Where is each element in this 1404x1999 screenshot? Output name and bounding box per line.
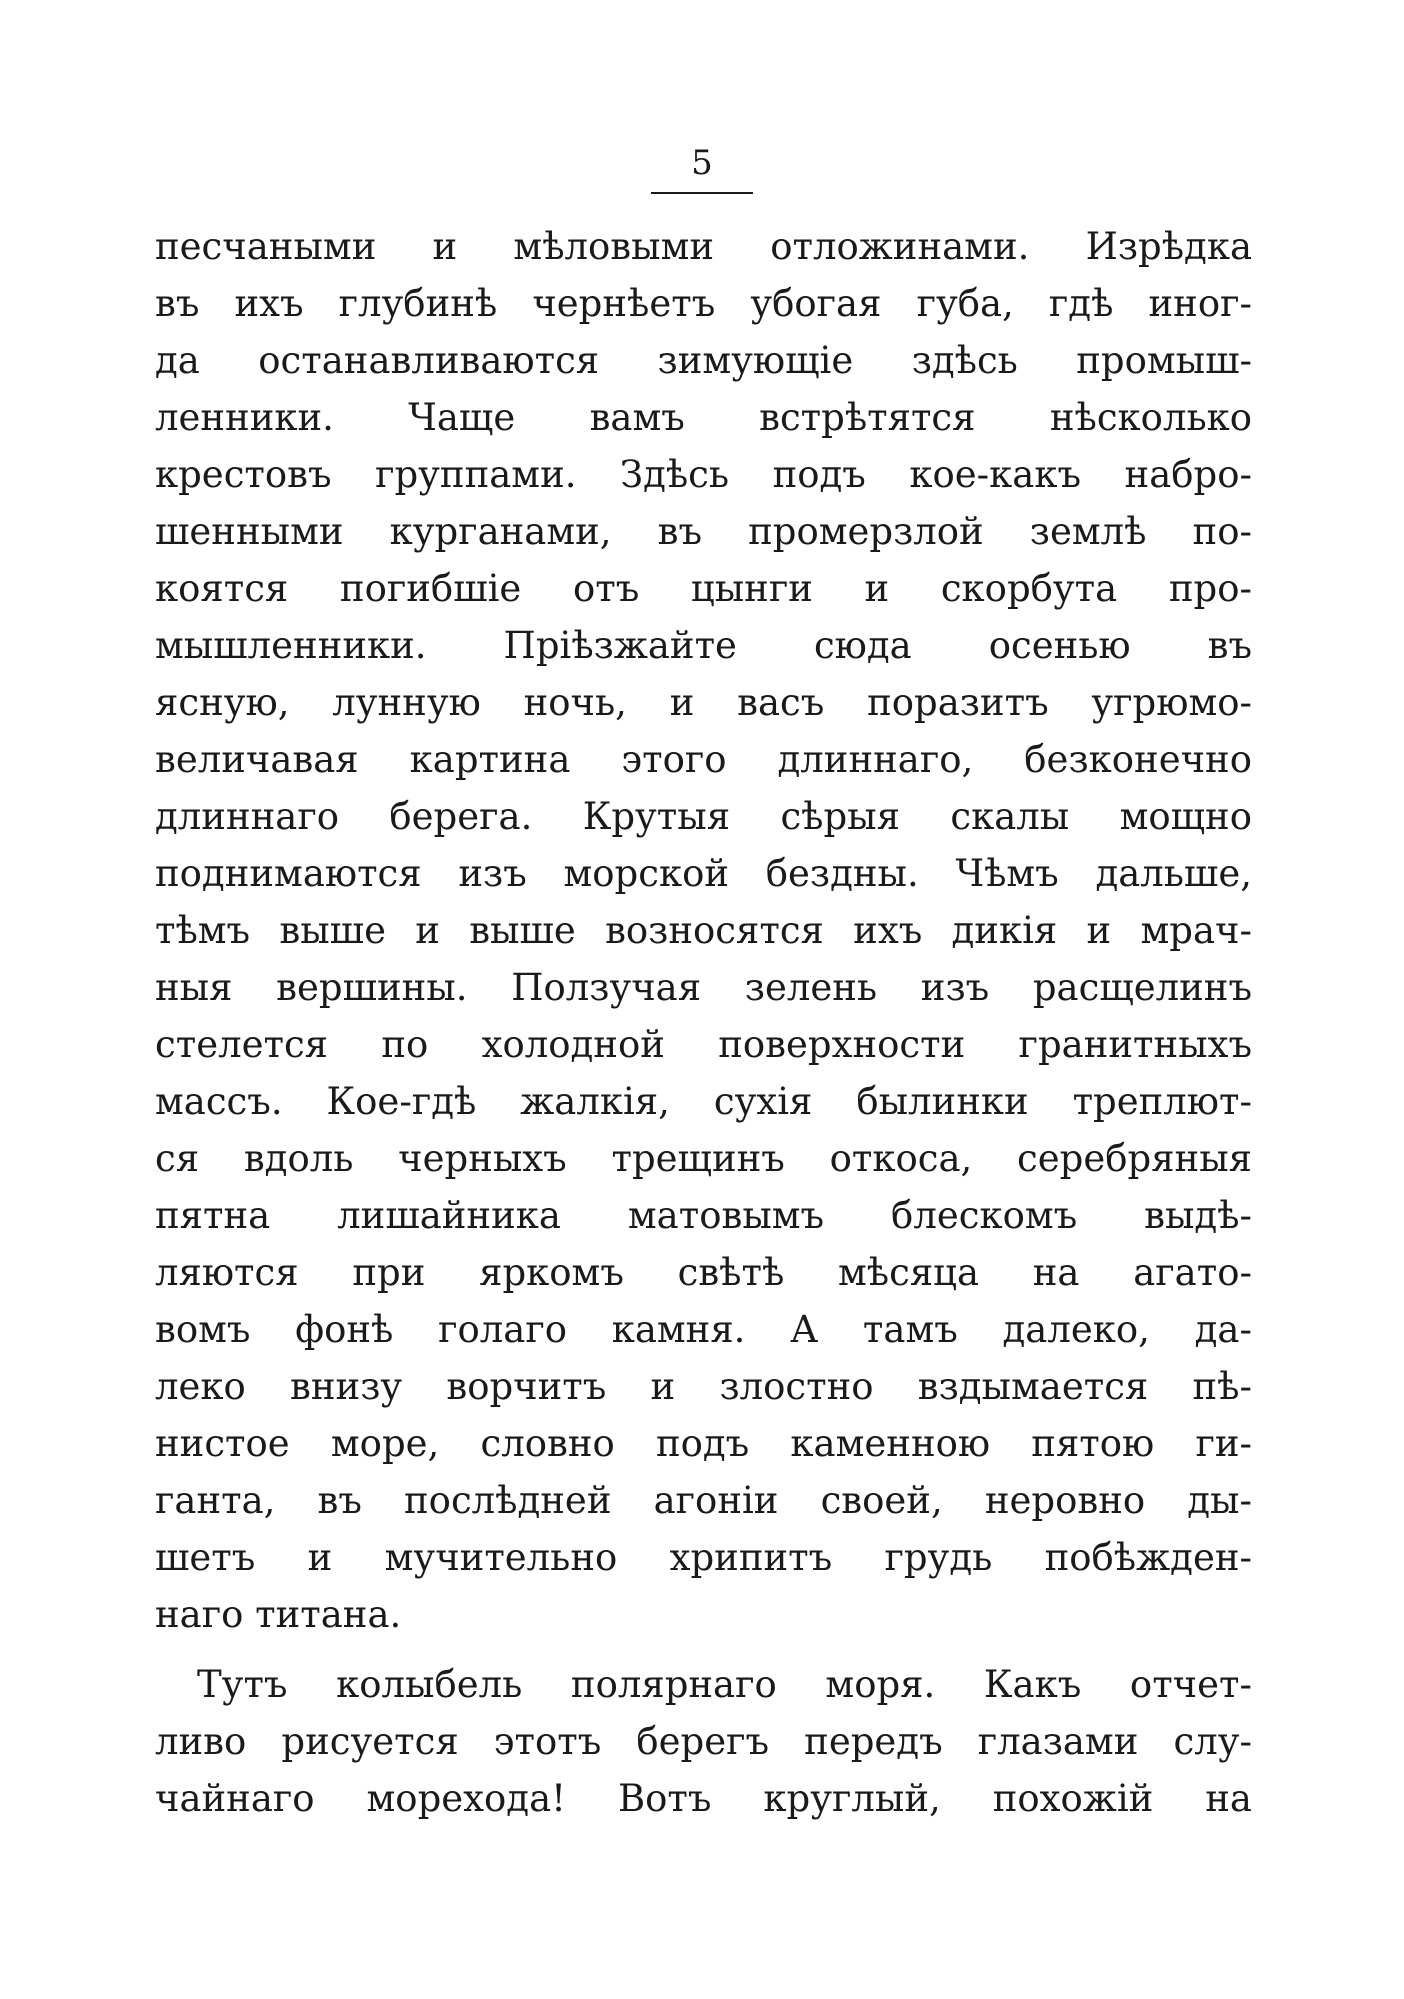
text-line: пятна лишайника матовымъ блескомъ выдѣ-: [155, 1194, 1252, 1237]
page-number: 5: [691, 143, 713, 183]
text-line: длиннаго берега. Крутыя сѣрыя скалы мощно: [155, 795, 1252, 838]
text-line: вомъ фонѣ голаго камня. А тамъ далеко, да-: [155, 1308, 1252, 1351]
text-line: да останавливаются зимующіе здѣсь промыш-: [155, 339, 1252, 382]
text-line: нистое море, словно подъ каменною пятою ги-: [155, 1422, 1252, 1465]
text-line: шетъ и мучительно хрипитъ грудь побѣжден-: [155, 1536, 1252, 1579]
text-line: ляются при яркомъ свѣтѣ мѣсяца на агато-: [155, 1251, 1252, 1294]
text-line: коятся погибшіе отъ цынги и скорбута про-: [155, 567, 1252, 610]
text-line: ныя вершины. Ползучая зелень изъ расщелинъ: [155, 966, 1252, 1009]
paragraph-gap: [155, 1643, 1252, 1656]
body-text: [155, 218, 1252, 1827]
text-line: мышленники. Пріѣзжайте сюда осенью въ: [155, 624, 1252, 667]
paragraph: [155, 1656, 1252, 1827]
text-line: леко внизу ворчитъ и злостно вздымается пѣ-: [155, 1365, 1252, 1408]
text-line: величавая картина этого длиннаго, безконечно: [155, 738, 1252, 781]
text-line: тѣмъ выше и выше возносятся ихъ дикія и мрач-: [155, 909, 1252, 952]
text-line: чайнаго морехода! Вотъ круглый, похожій на: [155, 1777, 1252, 1820]
text-line: поднимаются изъ морской бездны. Чѣмъ дальше,: [155, 852, 1252, 895]
text-line: ясную, лунную ночь, и васъ поразитъ угрюмо-: [155, 681, 1252, 724]
text-line: массъ. Кое-гдѣ жалкія, сухія былинки треплют-: [155, 1080, 1252, 1123]
text-line: ганта, въ послѣдней агоніи своей, неровно ды-: [155, 1479, 1252, 1522]
text-line: крестовъ группами. Здѣсь подъ кое-какъ набро-: [155, 453, 1252, 496]
text-line: ленники. Чаще вамъ встрѣтятся нѣсколько: [155, 396, 1252, 439]
paragraph: [155, 218, 1252, 1643]
text-line: въ ихъ глубинѣ чернѣетъ убогая губа, гдѣ иног-: [155, 282, 1252, 325]
text-line: шенными курганами, въ промерзлой землѣ по-: [155, 510, 1252, 553]
text-line: песчаными и мѣловыми отложинами. Изрѣдка: [155, 225, 1252, 268]
text-line: ся вдоль черныхъ трещинъ откоса, серебряныя: [155, 1137, 1252, 1180]
text-line: Тутъ колыбель полярнаго моря. Какъ отчет-: [197, 1663, 1252, 1706]
text-line: наго титана.: [155, 1593, 402, 1636]
page-number-rule: [651, 192, 753, 194]
text-line: стелется по холодной поверхности гранитныхъ: [155, 1023, 1252, 1066]
text-line: ливо рисуется этотъ берегъ передъ глазами слу-: [155, 1720, 1252, 1763]
